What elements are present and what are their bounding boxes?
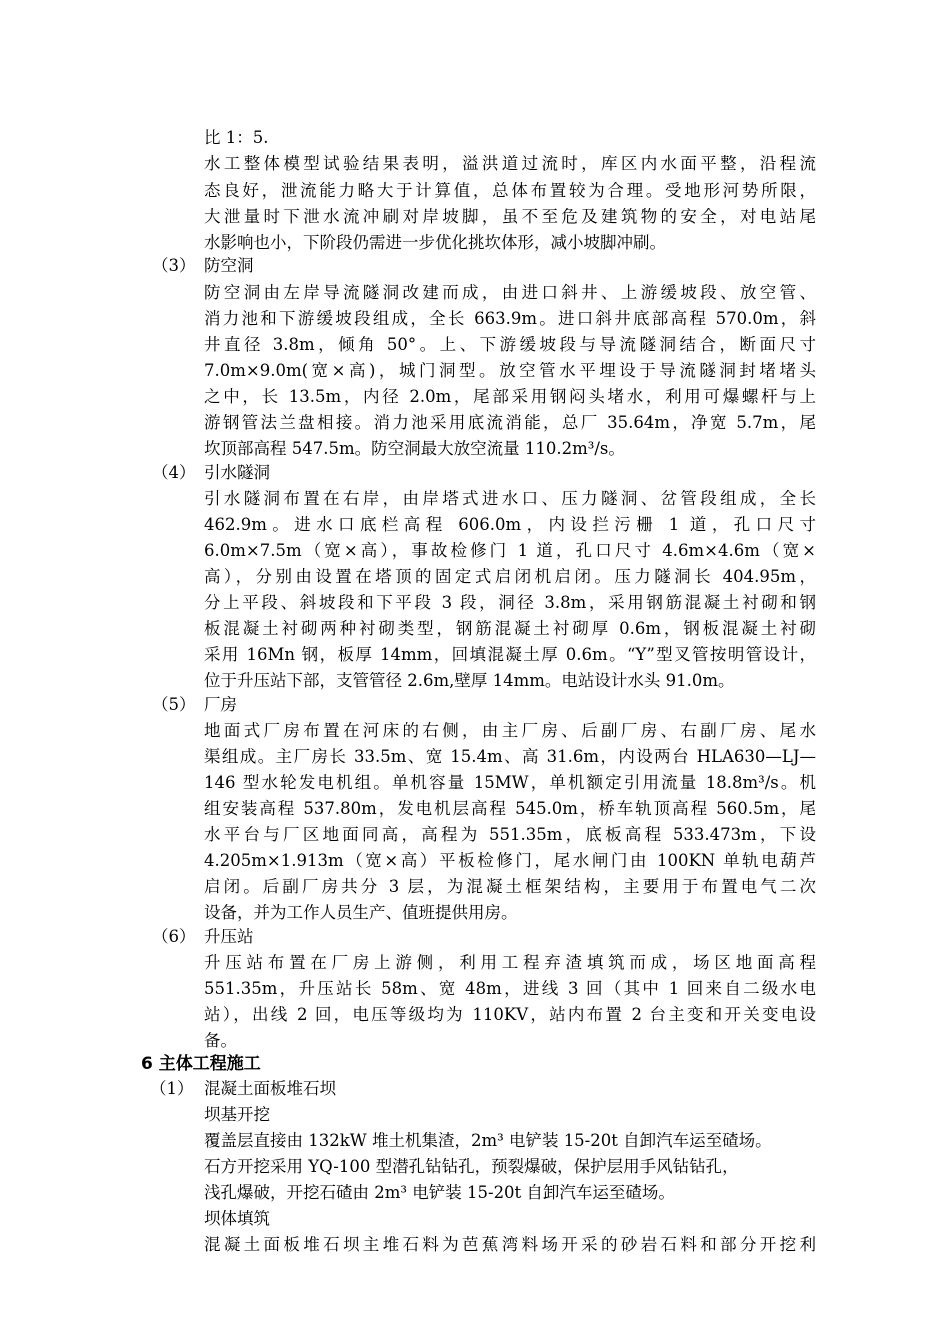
item-number-3: （3） — [152, 256, 196, 275]
paragraph-line: 地面式厂房布置在河床的右侧，由主厂房、后副厂房、右副厂房、尾水 — [204, 721, 816, 740]
paragraph-line: 组安装高程 537.80m，发电机层高程 545.0m，桥车轨顶高程 560.5m，尾 — [204, 799, 816, 818]
paragraph-line: 之中，长 13.5m，内径 2.0m，尾部采用钢闷头堵水，利用可爆螺杆与上 — [204, 387, 816, 406]
paragraph-line: 升压站布置在厂房上游侧，利用工程弃渣填筑而成，场区地面高程 — [204, 953, 816, 972]
item-heading-spillway-tunnel: 防空洞 — [204, 256, 254, 275]
paragraph-line: 消力池和下游缓坡段组成，全长 663.9m。进口斜井底部高程 570.0m，斜 — [204, 309, 816, 328]
paragraph-line: 551.35m，升压站长 58m、宽 48m，进线 3 回（其中 1 回来自二级水电 — [204, 979, 816, 998]
paragraph-line: 分上平段、斜坡段和下平段 3 段，洞径 3.8m，采用钢筋混凝土衬砌和钢 — [204, 593, 816, 612]
paragraph-line: 6.0m×7.5m（宽×高），事故检修门 1 道，孔口尺寸 4.6m×4.6m（宽× — [204, 541, 816, 560]
item-number-4: （4） — [152, 463, 196, 482]
section-heading-main-construction: 6 主体工程施工 — [141, 1054, 261, 1074]
subheading-dam-filling: 坝体填筑 — [204, 1209, 270, 1228]
item-number-1: （1） — [150, 1079, 194, 1098]
paragraph-line: 混凝土面板堆石坝主堆石料为芭蕉湾料场开采的砂岩石料和部分开挖利 — [204, 1235, 816, 1254]
item-heading-diversion-tunnel: 引水隧洞 — [204, 463, 270, 482]
paragraph-line: 板混凝土衬砌两种衬砌类型，钢筋混凝土衬砌厚 0.6m，钢板混凝土衬砌 — [204, 619, 816, 638]
paragraph-line: 比 1：5. — [204, 128, 269, 147]
paragraph-line: 146 型水轮发电机组。单机容量 15MW，单机额定引用流量 18.8m³/s。机 — [204, 773, 816, 792]
paragraph-line: 坎顶部高程 547.5m。防空洞最大放空流量 110.2m³/s。 — [204, 439, 625, 458]
paragraph-line: 游钢管法兰盘相接。消力池采用底流消能，总厂 35.64m，净宽 5.7m，尾 — [204, 413, 816, 432]
paragraph-line: 7.0m×9.0m(宽×高)，城门洞型。放空管水平埋设于导流隧洞封堵堵头 — [204, 361, 816, 380]
paragraph-line: 态良好，泄流能力略大于计算值，总体布置较为合理。受地形河势所限， — [204, 181, 816, 200]
paragraph-line: 石方开挖采用 YQ-100 型潜孔钻钻孔，预裂爆破，保护层用手风钻钻孔， — [204, 1157, 739, 1176]
paragraph-line: 覆盖层直接由 132kW 堆土机集渣，2m³ 电铲装 15-20t 自卸汽车运至碴场。 — [204, 1131, 772, 1150]
item-heading-powerhouse: 厂房 — [204, 695, 237, 714]
paragraph-line: 站），出线 2 回，电压等级均为 110KV，站内布置 2 台主变和开关变电设 — [204, 1005, 816, 1024]
item-number-6: （6） — [152, 927, 196, 946]
paragraph-line: 水工整体模型试验结果表明，溢洪道过流时，库区内水面平整，沿程流 — [204, 154, 816, 173]
item-number-5: （5） — [152, 695, 196, 714]
paragraph-line: 4.205m×1.913m（宽×高）平板检修门，尾水闸门由 100KN 单轨电葫芦 — [204, 851, 816, 870]
paragraph-line: 大泄量时下泄水流冲刷对岸坡脚，虽不至危及建筑物的安全，对电站尾 — [204, 207, 816, 226]
item-heading-substation: 升压站 — [204, 927, 254, 946]
paragraph-line: 备。 — [204, 1031, 237, 1050]
paragraph-line: 水平台与厂区地面同高，高程为 551.35m，底板高程 533.473m，下设 — [204, 825, 816, 844]
paragraph-line: 井直径 3.8m，倾角 50°。上、下游缓坡段与导流隧洞结合，断面尺寸 — [204, 335, 816, 354]
paragraph-line: 浅孔爆破，开挖石碴由 2m³ 电铲装 15-20t 自卸汽车运至碴场。 — [204, 1183, 675, 1202]
paragraph-line: 462.9m。进水口底栏高程 606.0m，内设拦污栅 1 道，孔口尺寸 — [204, 515, 816, 534]
paragraph-line: 启闭。后副厂房共分 3 层，为混凝土框架结构，主要用于布置电气二次 — [204, 877, 816, 896]
paragraph-line: 设备，并为工作人员生产、值班提供用房。 — [204, 903, 518, 922]
paragraph-line: 水影响也小，下阶段仍需进一步优化挑坎体形，减小坡脚冲刷。 — [204, 233, 666, 252]
item-heading-cfrd: 混凝土面板堆石坝 — [204, 1079, 336, 1098]
paragraph-line: 采用 16Mn 钢，板厚 14mm，回填混凝土厚 0.6m。“Y”型叉管按明管设计， — [204, 645, 816, 664]
paragraph-line: 高），分别由设置在塔顶的固定式启闭机启闭。压力隧洞长 404.95m， — [204, 567, 816, 586]
subheading-foundation-excavation: 坝基开挖 — [204, 1105, 270, 1124]
paragraph-line: 渠组成。主厂房长 33.5m、宽 15.4m、高 31.6m，内设两台 HLA630—LJ— — [204, 747, 816, 766]
paragraph-line: 引水隧洞布置在右岸，由岸塔式进水口、压力隧洞、岔管段组成，全长 — [204, 489, 816, 508]
paragraph-line: 防空洞由左岸导流隧洞改建而成，由进口斜井、上游缓坡段、放空管、 — [204, 283, 816, 302]
paragraph-line: 位于升压站下部，支管管径 2.6m,壁厚 14mm。电站设计水头 91.0m。 — [204, 671, 735, 690]
